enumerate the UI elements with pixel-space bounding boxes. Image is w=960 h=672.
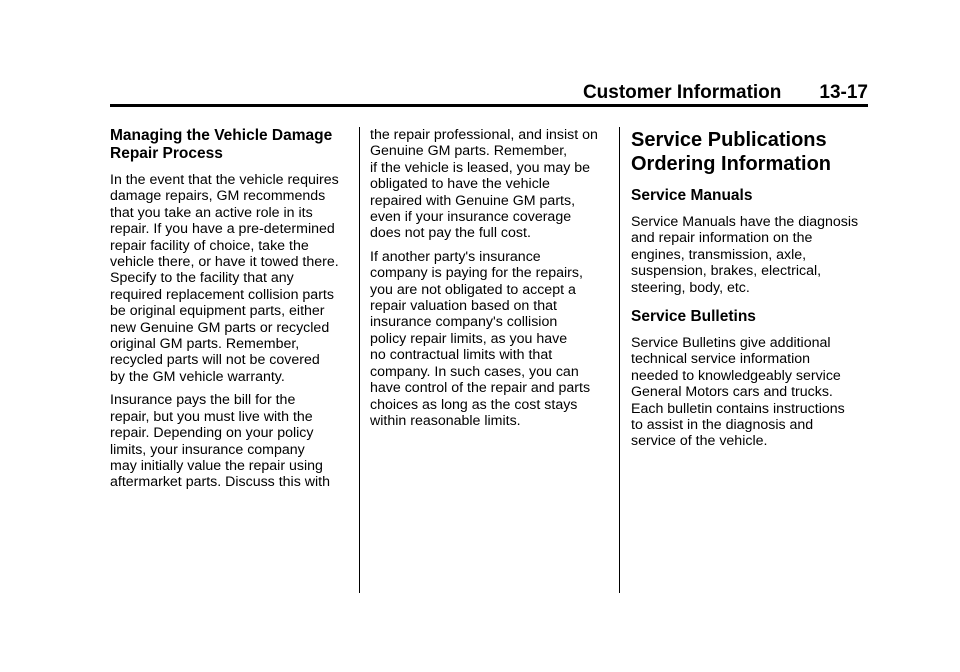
other-party-insurance-paragraph: If another party's insurance company is paying for the repairs, you are not obligated to accept a repair valuation based on that insurance company's collision policy repair limits, as you have no contractual limits with that company. In such cases, you can have control of the repair and parts choices as long as the cost stays within reasonable limits. bbox=[370, 248, 591, 429]
damage-repair-paragraph-1: In the event that the vehicle requires damage repairs, GM recommends that you take an active role in its repair. If you have a pre-determined repair facility of choice, take the vehicle there, or have it towed there. Specify to the facility that any required replacement collision parts be original equipment parts, either new Genuine GM parts or recycled original GM parts. Remember, recycled parts will not be covered by the GM vehicle warranty. bbox=[110, 172, 339, 385]
left-column bbox=[110, 127, 354, 498]
header-rule bbox=[110, 104, 868, 107]
service-bulletins-paragraph: Service Bulletins give additional technical service information needed to knowledgeably service General Motors cars and trucks. Each bulletin contains instructions to assist in the diagnosis and service of the vehicle. bbox=[631, 335, 845, 450]
column-divider-left bbox=[359, 127, 360, 593]
service-manuals-heading: Service Manuals bbox=[631, 187, 753, 204]
middle-column bbox=[370, 127, 614, 436]
right-column bbox=[631, 128, 871, 457]
page-header bbox=[110, 80, 868, 106]
repair-continuation-paragraph: the repair professional, and insist on Genuine GM parts. Remember, if the vehicle is leased, you may be obligated to have the vehicle repaired with Genuine GM parts, even if your insurance coverage does not pay the full cost. bbox=[370, 127, 598, 242]
service-manuals-paragraph: Service Manuals have the diagnosis and repair information on the engines, transmission, axle, suspension, brakes, electrical, steering, body, etc. bbox=[631, 214, 859, 296]
damage-repair-paragraph-2: Insurance pays the bill for the repair, but you must live with the repair. Depending on your policy limits, your insurance company may initially value the repair using aftermarket parts. Discuss this with bbox=[110, 392, 330, 491]
page-number: 13-17 bbox=[819, 82, 868, 103]
service-bulletins-heading: Service Bulletins bbox=[631, 308, 756, 326]
damage-repair-heading: Managing the Vehicle Damage Repair Process bbox=[110, 127, 333, 162]
section-title: Customer Information bbox=[582, 82, 782, 103]
column-divider-right bbox=[619, 127, 620, 593]
service-publications-heading: Service Publications Ordering Information bbox=[631, 129, 831, 175]
